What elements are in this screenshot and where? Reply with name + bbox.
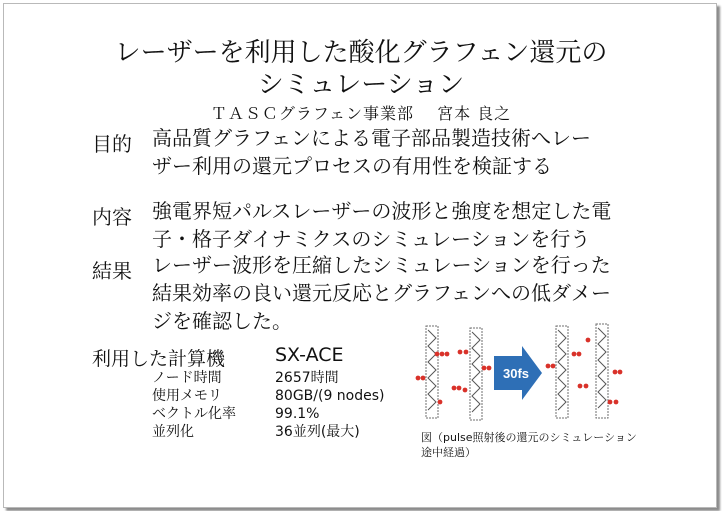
slide-title-line2: シミュレーション (257, 70, 465, 100)
spec-key: 並列化 (152, 424, 194, 440)
figure-caption (421, 430, 637, 460)
section-line: ザー利用の還元プロセスの有用性を検証する (152, 154, 552, 178)
graphene-sheet-icon (596, 324, 608, 418)
simulation-figure (410, 318, 660, 428)
computer-name: SX-ACE (275, 344, 344, 366)
caption-line: 図（pulse照射後の還元のシミュレーション (421, 431, 637, 444)
computer-heading: 利用した計算機 (92, 348, 226, 370)
spec-key: 使用メモリ (152, 388, 222, 404)
section-label-content: 内容 (92, 205, 132, 229)
section-text-purpose (152, 124, 591, 180)
spec-value: 36並列(最大) (275, 424, 360, 440)
section-line: ジを確認した。 (152, 309, 292, 333)
section-text-content (152, 197, 611, 253)
graphene-sheet-icon (556, 326, 568, 418)
graphene-sheet-icon (426, 326, 438, 418)
section-line: 高品質グラフェンによる電子部品製造技術へレー (152, 126, 591, 150)
spec-key: ノード時間 (152, 370, 222, 386)
spec-value: 80GB/(9 nodes) (275, 388, 385, 404)
section-line: 結果効率の良い還元反応とグラフェンへの低ダメー (152, 281, 611, 305)
section-line: 強電界短パルスレーザーの波形と強度を想定した電 (152, 199, 612, 223)
spec-key: ベクトル化率 (152, 406, 236, 422)
section-line: 子・格子ダイナミクスのシミュレーションを行う (152, 227, 591, 251)
author-line: ＴＡＳＣグラフェン事業部 宮本 良之 (210, 104, 512, 123)
arrow-label: 30fs (502, 366, 530, 381)
graphene-sheet-icon (470, 328, 482, 420)
section-label-purpose: 目的 (92, 132, 132, 156)
slide-title-line1: レーザーを利用した酸化グラフェン還元の (114, 38, 608, 68)
section-label-result: 結果 (92, 259, 132, 283)
section-line: レーザー波形を圧縮したシミュレーションを行った (152, 253, 611, 277)
spec-value: 2657時間 (275, 370, 339, 386)
spec-value: 99.1% (275, 406, 320, 422)
caption-line: 途中経過） (421, 446, 476, 459)
